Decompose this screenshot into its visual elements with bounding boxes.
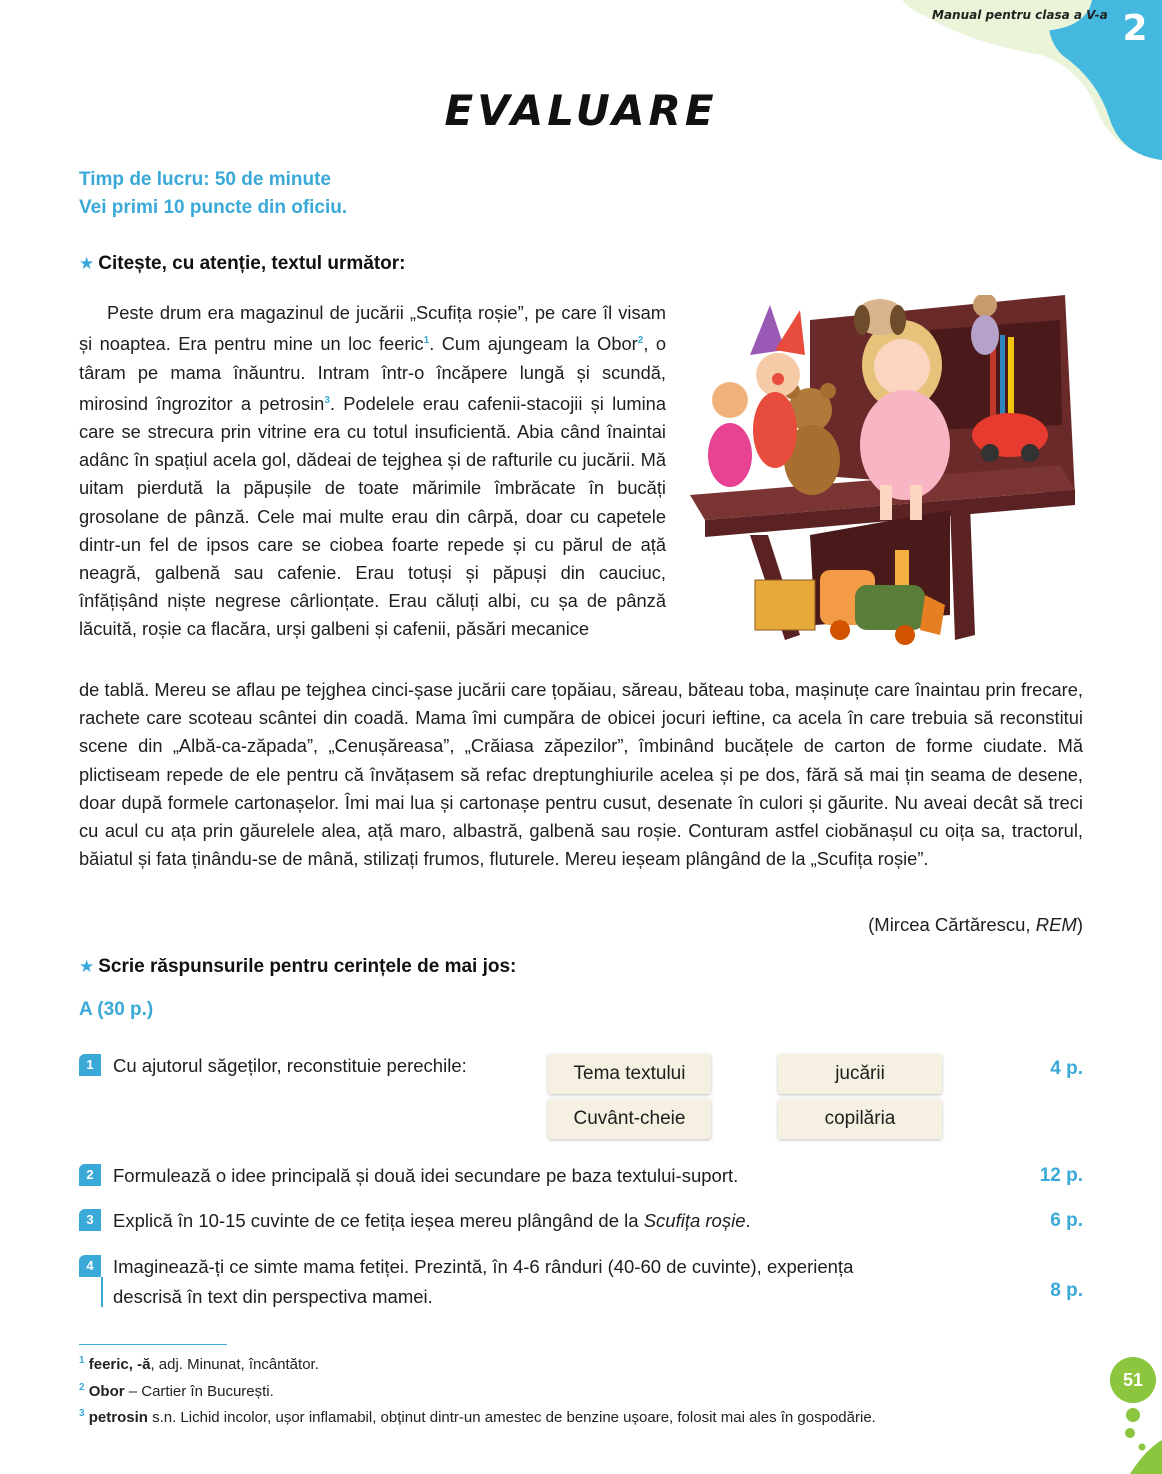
pair-right-1[interactable]: jucării [778,1054,942,1094]
footnote-2 [79,1382,274,1400]
footnote-3 [79,1408,876,1426]
question-number: 2 [79,1164,101,1186]
star-icon: ★ [79,957,95,976]
manual-label: Manual pentru clasa a V-a [932,8,1108,22]
footnote-divider [79,1344,227,1345]
footnote-definition: , adj. Minunat, încântător. [150,1356,319,1373]
toy-shelf-illustration [690,295,1082,650]
question-text [113,1207,751,1235]
story-text-2: . Cum ajungeam la Obor [429,333,638,355]
footnote-ref-2[interactable]: 2 [637,335,644,347]
question-number: 3 [79,1209,101,1231]
footnote-definition: s.n. Lichid incolor, ușor inflamabil, obținut dintr-un amestec de benzine ușoare, folosit mai ales în gospodărie. [147,1409,876,1426]
footnote-term: feeric, -ă [88,1356,151,1373]
question-number: 1 [79,1054,101,1076]
footnote-number: 1 [79,1355,85,1366]
footnote-ref-1[interactable]: 1 [423,335,430,347]
footnote-number: 2 [79,1382,85,1393]
question-text-emphasis: Scufița roșie [643,1210,746,1231]
question-number: 4 [79,1255,101,1277]
footnote-definition: – Cartier în București. [124,1383,274,1400]
question-4-bar [101,1277,103,1307]
question-1-points: 4 p. [1050,1058,1083,1079]
story-text-4: . Podelele erau cafenii-stacojii și lumina care se strecura prin vitrine era cu totul insuficientă. Abia când înaintai adânc în spațiul acela gol, dădeai de tejghea și de rafturile cu jucării. Mă uitam pierdută la păpușile de toate mărimile îmbrăcate în bucăți grosolane de pânză. Cele mai multe erau din cârpă, doar cu capetele dintr-un fel de ipsos care se ciobea foarte repede și cu părul de ață neagră, galbenă sau cafenie. Erau totuși și păpuși din cauciuc, înfățișând niște negrese cârlionțate. Erau căluți albi, cu șa de pânză lăcuită, roșie ca flacăra, urși galbeni și cafenii, păsări mecanice [79,392,666,640]
question-text-line-1: Imaginează-ți ce simte mama fetiței. Prezintă, în 4-6 rânduri (40-60 de cuvinte), experiența [113,1256,854,1277]
work-time: Timp de lucru: 50 de minute [79,169,331,190]
corner-dots-decoration [1090,1395,1162,1474]
text-source [868,914,1083,936]
pair-right-2[interactable]: copilăria [778,1099,942,1139]
footnote-term: Obor [88,1383,125,1400]
source-end: ) [1076,914,1083,935]
answer-instruction [79,956,516,978]
page-title: EVALUARE [444,86,718,135]
question-text-part: Explică în 10-15 cuvinte de ce fetița ieșea mereu plângând de la [113,1210,644,1231]
story-paragraph-top [79,299,666,644]
story-text-1: Peste drum era magazinul de jucării „Scufița roșie”, pe care îl visam și noaptea. Era pentru mine un loc feeric [79,302,666,355]
pair-left-2[interactable]: Cuvânt-cheie [548,1099,711,1139]
question-text: Cu ajutorul săgeților, reconstituie perechile: [113,1055,467,1076]
pair-left-1[interactable]: Tema textului [548,1054,711,1094]
footnote-term: petrosin [88,1409,148,1426]
section-a-heading: A (30 p.) [79,999,154,1020]
source-work: REM [1035,914,1077,935]
question-text-line-2: descrisă în text din perspectiva mamei. [113,1286,433,1307]
question-2-points: 12 p. [1039,1165,1083,1186]
footnote-ref-3[interactable]: 3 [324,394,330,406]
question-text: Formulează o idee principală și două idei secundare pe baza textului-suport. [113,1165,739,1186]
read-instruction-text: Citește, cu atenție, textul următor: [98,253,406,274]
answer-instruction-text: Scrie răspunsurile pentru cerințele de mai jos: [98,956,517,977]
story-text-3: , o târam pe mama înăuntru. Intram într-o încăpere lungă și scundă, mirosind îngrozitor a petrosin [79,333,666,414]
unit-number: 2 [1122,8,1148,49]
footnote-number: 3 [79,1408,85,1419]
source-author: (Mircea Cărtărescu, [868,914,1036,935]
question-text-end: . [745,1210,751,1231]
star-icon: ★ [79,254,95,273]
story-paragraph-bottom: de tablă. Mereu se aflau pe tejghea cinci-șase jucării care țopăiau, săreau, băteau toba, mașinuțe care înaintau prin frecare, rachete care scoteau scântei din coadă. Mama îmi cumpăra de obicei jocuri ieftine, ca acela în care trebuia să reconstitui scene din „Albă-ca-zăpada”, „Cenușăreasa”, „Crăiasa zăpezilor”, îmbinând bucățele de carton de forme ciudate. Mă plictiseam repede de ele pentru că învățasem să refac dreptunghiurile acelea și pe dos, fără să mai țin seama de desene, doar după formele cartonașelor. Îmi mai lua și cartonașe pentru cusut, desenate în culori și găurite. Nu aveai decât să treci cu acul cu ața prin găurelele alea, ață maro, albastră, galbenă sau roșie. Conturam astfel ciobănașul cu oița sa, tractorul, băiatul și fata ținându-se de mână, stilizați frumos, fluturele. Mereu ieșeam plângând de la „Scufița roșie”. [79,679,1083,870]
bonus-points: Vei primi 10 puncte din oficiu. [79,197,348,218]
read-instruction [79,253,405,275]
question-3-points: 6 p. [1050,1210,1083,1231]
page-number: 51 [1110,1357,1156,1403]
footnote-1 [79,1355,319,1373]
question-4-points: 8 p. [1050,1280,1083,1301]
